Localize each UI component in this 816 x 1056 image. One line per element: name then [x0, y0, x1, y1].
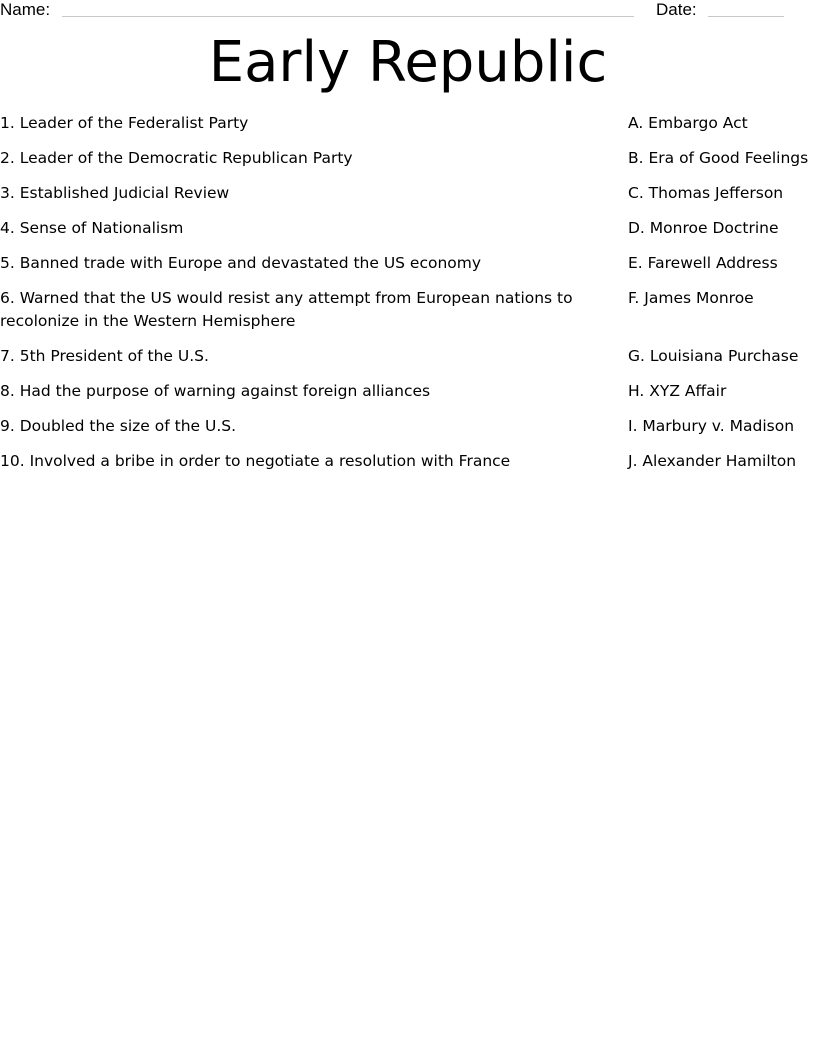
- clue-1: 1. Leader of the Federalist Party: [0, 114, 249, 132]
- name-label: Name:: [0, 0, 51, 19]
- matching-row: [0, 182, 816, 205]
- matching-row: [0, 252, 816, 275]
- matching-row: [0, 147, 816, 170]
- matching-row: [0, 287, 816, 333]
- matching-row: [0, 345, 816, 368]
- answer-b: B. Era of Good Feelings: [628, 149, 809, 167]
- clue-10: 10. Involved a bribe in order to negotiate a resolution with France: [0, 452, 511, 470]
- answer-j: J. Alexander Hamilton: [628, 452, 797, 470]
- answer-g: G. Louisiana Purchase: [628, 347, 799, 365]
- clue-6: 6. Warned that the US would resist any attempt from European nations to recolonize in the Western Hemisphere: [0, 289, 573, 330]
- matching-row: [0, 217, 816, 240]
- answer-i: I. Marbury v. Madison: [628, 417, 795, 435]
- answer-h: H. XYZ Affair: [628, 382, 727, 400]
- worksheet-header: [0, 0, 816, 22]
- answer-a: A. Embargo Act: [628, 114, 748, 132]
- answer-f: F. James Monroe: [628, 289, 754, 307]
- answer-d: D. Monroe Doctrine: [628, 219, 779, 237]
- clue-3: 3. Established Judicial Review: [0, 184, 230, 202]
- clue-9: 9. Doubled the size of the U.S.: [0, 417, 237, 435]
- matching-row: [0, 380, 816, 403]
- clue-8: 8. Had the purpose of warning against foreign alliances: [0, 382, 431, 400]
- answer-e: E. Farewell Address: [628, 254, 778, 272]
- clue-5: 5. Banned trade with Europe and devastated the US economy: [0, 254, 482, 272]
- matching-row: [0, 450, 816, 473]
- name-field-line[interactable]: [62, 16, 634, 17]
- matching-row: [0, 112, 816, 135]
- clue-4: 4. Sense of Nationalism: [0, 219, 184, 237]
- matching-row: [0, 415, 816, 438]
- clue-7: 7. 5th President of the U.S.: [0, 347, 209, 365]
- matching-list: [0, 112, 816, 485]
- answer-c: C. Thomas Jefferson: [628, 184, 784, 202]
- clue-2: 2. Leader of the Democratic Republican Party: [0, 149, 353, 167]
- date-field-line[interactable]: [708, 16, 784, 17]
- page-title: Early Republic: [208, 30, 608, 95]
- date-label: Date:: [656, 0, 697, 19]
